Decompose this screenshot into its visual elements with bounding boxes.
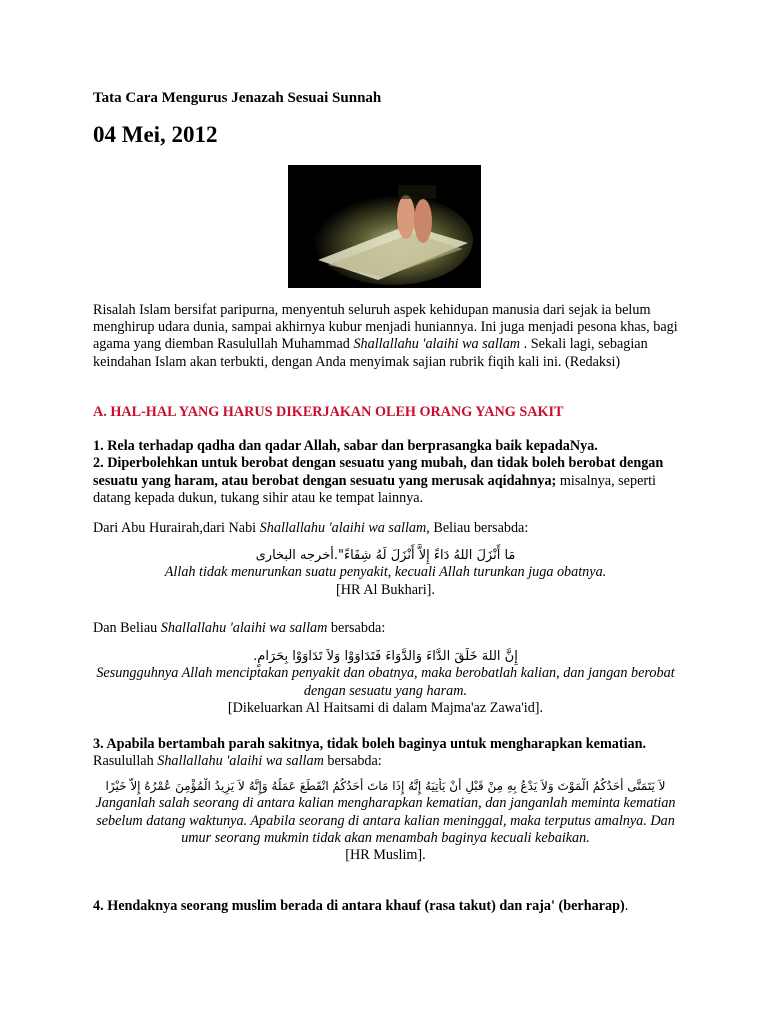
point-3 bbox=[93, 736, 678, 771]
hadith-2-arabic: إِنَّ اللهَ خَلَقَ الدَّاءَ وَالدَّوَاءَ فَتَدَاوَوْا وَلاَ تَدَاوَوْا بِحَرَامٍ. bbox=[253, 649, 518, 664]
point-3-salutation: Shallallahu 'alaihi wa sallam bbox=[157, 753, 324, 770]
document-title: Tata Cara Mengurus Jenazah Sesuai Sunnah bbox=[93, 90, 382, 106]
point-3-bold: 3. Apabila bertambah parah sakitnya, tidak boleh baginya untuk mengharapkan kematian. bbox=[93, 736, 647, 752]
article-photo bbox=[288, 165, 481, 288]
hadith-2-translation: Sesungguhnya Allah menciptakan penyakit dan obatnya, maka berobatlah kalian, dan jangan berobat dengan sesuatu yang haram. bbox=[96, 665, 675, 699]
intro-paragraph bbox=[93, 302, 678, 371]
point-2 bbox=[93, 455, 678, 507]
hadith-3 bbox=[93, 778, 678, 864]
hadith-1-translation: Allah tidak menurunkan suatu penyakit, kecuali Allah turunkan juga obatnya. bbox=[164, 564, 607, 581]
point-2-rest: misalnya, seperti datang kepada dukun, tukang sihir atau ke tempat lainnya. bbox=[93, 472, 656, 506]
hadith-2-intro-salutation: Shallallahu 'alaihi wa sallam bbox=[160, 620, 328, 636]
shroud-feet-image bbox=[288, 165, 481, 288]
hadith-3-source: [HR Muslim]. bbox=[345, 847, 426, 864]
section-a-heading: A. HAL-HAL YANG HARUS DIKERJAKAN OLEH ORANG YANG SAKIT bbox=[93, 404, 564, 420]
hadith-2-intro-end: bersabda: bbox=[327, 620, 386, 636]
point-4 bbox=[93, 898, 678, 915]
hadith-2-intro bbox=[93, 620, 678, 637]
hadith-1-intro-end: , Beliau bersabda: bbox=[426, 520, 529, 536]
hadith-1-intro-salutation: Shallallahu 'alaihi wa sallam bbox=[259, 520, 427, 536]
hadith-2-intro-text: Dan Beliau bbox=[93, 620, 161, 636]
point-3-rest-end: bersabda: bbox=[323, 753, 382, 770]
intro-text-end: . Sekali lagi, sebagian keindahan Islam akan terbukti, dengan Anda menyimak sajian rubrik fiqih kali ini. (Redaksi) bbox=[93, 336, 648, 370]
point-2-bold: 2. Diperbolehkan untuk berobat dengan sesuatu yang mubah, dan tidak boleh berobat dengan sesuatu yang haram, atau berobat dengan sesuatu yang merusak aqidahnya; bbox=[93, 455, 664, 489]
hadith-1-intro bbox=[93, 520, 678, 537]
hadith-1-source: [HR Al Bukhari]. bbox=[336, 581, 435, 598]
intro-prophet-salutation: Shallallahu 'alaihi wa sallam bbox=[353, 336, 521, 353]
hadith-2 bbox=[93, 648, 678, 717]
point-4-end: . bbox=[624, 898, 629, 914]
hadith-1-intro-text: Dari Abu Hurairah,dari Nabi bbox=[93, 520, 260, 536]
intro-text: Risalah Islam bersifat paripurna, menyentuh seluruh aspek kehidupan manusia dari sejak ia belum menghirup udara dunia, sampai akhirnya kubur menjadi huniannya. Ini juga menjadi pesona khas, bagi agama yang diemban Rasulullah Muhammad bbox=[93, 302, 678, 353]
point-1: 1. Rela terhadap qadha dan qadar Allah, sabar dan berprasangka baik kepadaNya. bbox=[93, 438, 598, 454]
hadith-1 bbox=[93, 547, 678, 599]
point-3-rest: Rasulullah bbox=[93, 753, 158, 770]
hadith-2-source: [Dikeluarkan Al Haitsami di dalam Majma'az Zawa'id]. bbox=[227, 699, 544, 716]
points-1-2 bbox=[93, 438, 678, 507]
hadith-3-translation: Janganlah salah seorang di antara kalian mengharapkan kematian, dan janganlah meminta kematian sebelum datang waktunya. Apabila seorang di antara kalian meninggal, maka terputus amalnya. Dan umur seorang mukmin tidak akan menambah baginya kecuali kebaikan. bbox=[95, 795, 676, 846]
point-4-bold: 4. Hendaknya seorang muslim berada di antara khauf (rasa takut) dan raja' (berharap) bbox=[93, 898, 625, 914]
hadith-1-arabic: مَا أَنْزَلَ اللهُ دَاءً إِلاَّ أَنْزَلَ لَهُ شِفَاءً".أخرجه البخارى bbox=[255, 548, 516, 563]
publish-date: 04 Mei, 2012 bbox=[93, 122, 218, 147]
hadith-3-arabic: لاَ يَتَمَنَّى أَحَدُكُمُ الْمَوْتَ وَلاَ يَدْعُ بِهِ مِنْ قَبْلِ أَنْ يَأْتِيَهُ إِنَّهُ إِذَا مَاتَ أَحَدُكُمُ انْقَطَعَ عَمَلُهُ وَإِنَّهُ لاَ يَزِيدُ الْمُؤْمِنَ عُمْرُهُ إِلاَّ خَيْرًا bbox=[105, 779, 666, 793]
